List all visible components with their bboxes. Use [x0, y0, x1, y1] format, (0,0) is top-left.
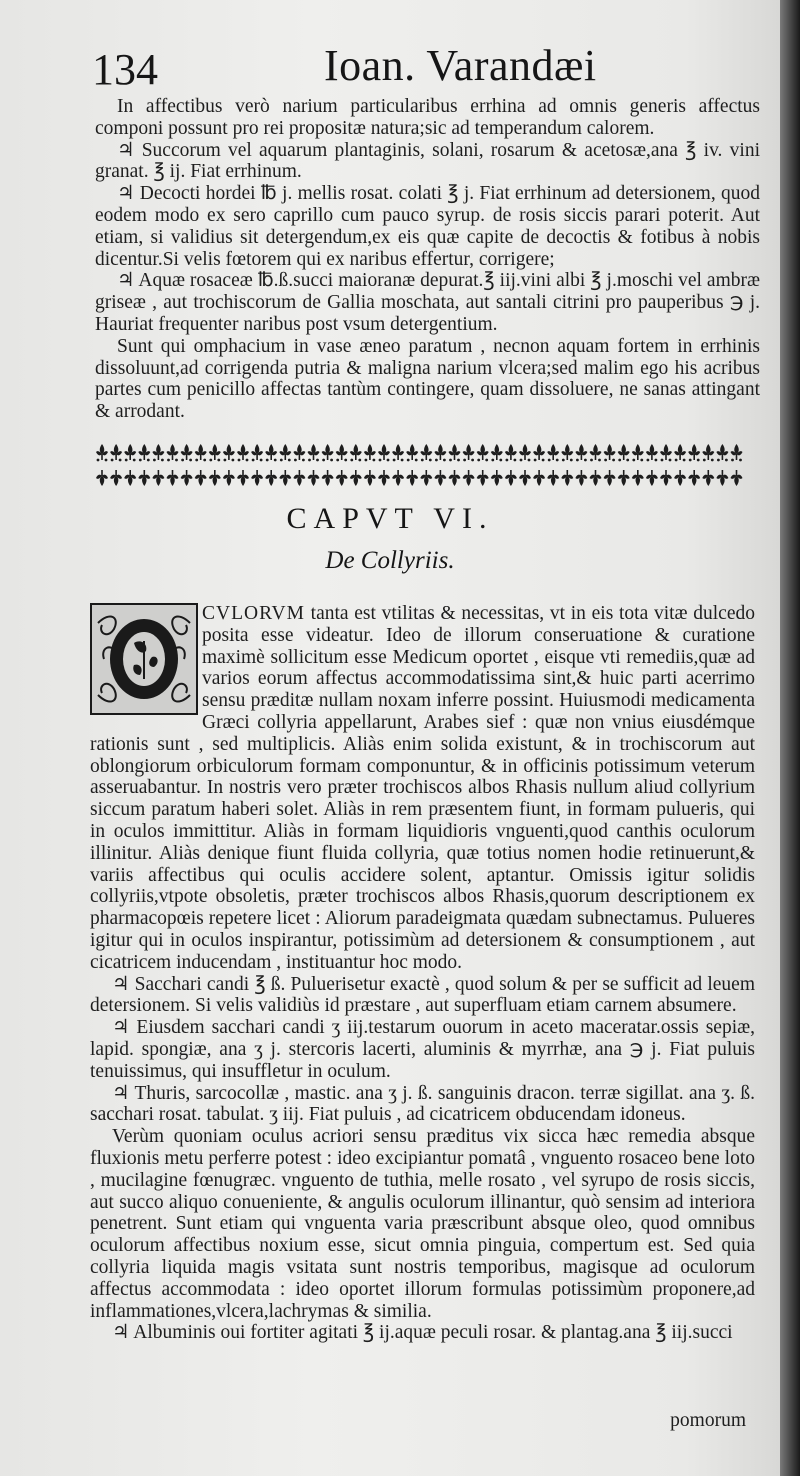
fleuron-glyph	[167, 470, 179, 486]
fleuron-glyph	[420, 444, 432, 461]
fleuron-glyph	[505, 444, 517, 461]
fleuron-glyph	[716, 470, 728, 486]
fleuron-glyph	[364, 444, 376, 461]
fleuron-glyph	[646, 444, 658, 461]
fleuron-glyph	[195, 444, 207, 461]
recipe-paragraph: ♃ Decocti hordei ℔ j. mellis rosat. colati ℥ j. Fiat errhinum ad detersionem, quod eodem modo ex sero caprillo cum pauco syrup. de rosis siccis parari poterit. Aut etiam, si validius sit detergendum,ex eis quæ capite de decoctis & fotibus à nobis dicentur.Si velis fœtorem qui ex naribus effertur, corrigere;	[95, 183, 760, 270]
decorated-initial-o-icon	[90, 603, 198, 715]
fleuron-border-ornament	[92, 440, 747, 490]
fleuron-glyph	[632, 470, 644, 486]
fleuron-glyph	[322, 444, 334, 461]
recipe-paragraph: ♃ Aquæ rosaceæ ℔.ß.succi maioranæ depurat.℥ iij.vini albi ℥ j.moschi vel ambræ griseæ , aut trochiscorum de Gallia moschata, aut santali citrini pro pauperibus ℈ j. Hauriat frequenter naribus post vsum detergentium.	[95, 270, 760, 335]
fleuron-glyph	[124, 470, 136, 486]
recipe-paragraph: ♃ Thuris, sarcocollæ , mastic. ana ʒ j. ß. sanguinis dracon. terræ sigillat. ana ʒ. ß. sacchari rosat. tabulat. ʒ iij. Fiat puluis , ad cicatricem obducendam idoneus.	[90, 1082, 755, 1126]
fleuron-glyph	[336, 470, 348, 486]
fleuron-glyph	[575, 444, 587, 461]
fleuron-glyph	[731, 444, 743, 461]
fleuron-glyph	[223, 444, 235, 461]
fleuron-glyph	[716, 444, 728, 461]
fleuron-glyph	[237, 444, 249, 461]
fleuron-glyph	[293, 470, 305, 486]
fleuron-glyph	[618, 444, 630, 461]
fleuron-glyph	[209, 444, 221, 461]
fleuron-glyph	[293, 444, 305, 461]
fleuron-glyph	[519, 470, 531, 486]
catchword: pomorum	[670, 1410, 746, 1431]
fleuron-glyph	[731, 470, 743, 486]
fleuron-glyph	[491, 470, 503, 486]
running-title: Ioan. Varandæi	[324, 41, 597, 90]
fleuron-glyph	[463, 470, 475, 486]
top-text-block	[95, 96, 760, 423]
fleuron-glyph	[660, 470, 672, 486]
fleuron-glyph	[604, 444, 616, 461]
fleuron-glyph	[618, 470, 630, 486]
fleuron-glyph	[674, 444, 686, 461]
fleuron-glyph	[674, 470, 686, 486]
fleuron-glyph	[392, 444, 404, 461]
fleuron-glyph	[96, 444, 108, 461]
fleuron-glyph	[308, 470, 320, 486]
fleuron-glyph	[110, 444, 122, 461]
recipe-paragraph: ♃ Albuminis oui fortiter agitati ℥ ij.aquæ peculi rosar. & plantag.ana ℥ iij.succi	[112, 1322, 733, 1344]
fleuron-glyph	[152, 470, 164, 486]
fleuron-glyph	[223, 470, 235, 486]
fleuron-glyph	[336, 444, 348, 461]
fleuron-glyph	[702, 444, 714, 461]
recipe-paragraph: ♃ Eiusdem sacchari candi ʒ iij.testarum ouorum in aceto maceratar.ossis sepiæ, lapid. spongiæ, ana ʒ j. stercoris lacerti, aluminis & myrrhæ, ana ℈ j. Fiat puluis tenuissimus, qui insuffletur in oculum.	[90, 1017, 755, 1082]
running-header	[92, 40, 752, 96]
fleuron-glyph	[181, 470, 193, 486]
recipe-paragraph: ♃ Sacchari candi ℥ ß. Puluerisetur exactè , quod solum & per se sufficit ad leuem detersionem. Si velis validiùs id præstare , aut superfluam etiam carnem absumere.	[90, 973, 755, 1017]
fleuron-glyph	[688, 444, 700, 461]
fleuron-glyph	[688, 470, 700, 486]
fleuron-glyph	[533, 470, 545, 486]
fleuron-glyph	[181, 444, 193, 461]
fleuron-glyph	[420, 470, 432, 486]
fleuron-glyph	[364, 470, 376, 486]
fleuron-glyph	[646, 470, 658, 486]
chapter-heading: CAPVT VI.	[286, 502, 494, 535]
fleuron-glyph	[350, 470, 362, 486]
paragraph: In affectibus verò narium particularibus errhina ad omnis generis affectus componi possunt pro rei propositæ natura;sic ad temperandum calorem.	[95, 96, 760, 139]
fleuron-glyph	[308, 444, 320, 461]
paragraph: Sunt qui omphacium in vase æneo paratum , necnon aquam fortem in errhinis dissoluunt,ad corrigenda putria & maligna narium vlcera;sed malim ego his acribus partes cum penicillo affectas tantùm contingere, quam dissoluere, ne sanas attingant & arrodant.	[95, 335, 760, 423]
fleuron-glyph	[251, 470, 263, 486]
bottom-text-block	[90, 974, 755, 1345]
fleuron-glyph	[237, 470, 249, 486]
book-fore-edge	[780, 0, 800, 1476]
recipe-paragraph: ♃ Succorum vel aquarum plantaginis, solani, rosarum & acetosæ,ana ℥ iv. vini granat. ℥ ij. Fiat errhinum.	[95, 139, 760, 183]
fleuron-glyph	[251, 444, 263, 461]
fleuron-glyph	[138, 470, 150, 486]
fleuron-glyph	[434, 444, 446, 461]
decorated-initial-space	[90, 603, 202, 733]
fleuron-glyph	[322, 470, 334, 486]
fleuron-glyph	[632, 444, 644, 461]
lead-capitals: CVLORVM	[202, 603, 305, 624]
fleuron-glyph	[505, 470, 517, 486]
fleuron-glyph	[110, 470, 122, 486]
fleuron-glyph	[138, 444, 150, 461]
fleuron-glyph	[195, 470, 207, 486]
fleuron-glyph	[96, 470, 108, 486]
intro-text: tanta est vtilitas & necessitas, vt in eis tota vitæ dulcedo posita esse videatur. Ideo de illorum conseruatione & curatione maximè sollicitum esse Medicum oportet , eisque vti remediis,quæ ad varios eorum affectus accommodatissima sint,& huic parti acerrimo sensu præditæ nullam noxam inferre possint. Huiusmodi medicamenta Græci collyria appellarunt, Arabes sief : quæ non vnius eiusdémque rationis sunt , sed multiplicis. Aliàs enim solida existunt, & in trochiscorum aut oblongiorum orbiculorum formam componuntur, & in officinis potissimum veterum asseruabantur. In nostris vero præter trochiscos albos Rhasis nullum aliud collyrium siccum paratum haberi solet. Aliàs in rem præsentem fiunt, in formam pulueris, qui in oculos immittitur. Aliàs in formam liquidioris vnguenti,quod canthis oculorum illinitur. Aliàs denique fiunt fluida collyria, quæ totius nomen hodie retinuerunt,& variis affectibus qui oculis accidere solent, aptantur. Omissis igitur solidis collyriis,vtpote obsoletis, præter trochiscos albos Rhasis,quorum descriptionem ex pharmacopœis repetere licet : Aliorum paradeigmata quædam subnectamus. Pulueres igitur qui in oculos inspirantur, potissimùm ad detersionem & consumptionem , aut cicatricem inducendam , instituantur hoc modo.	[90, 603, 755, 973]
fleuron-glyph	[124, 444, 136, 461]
fleuron-glyph	[406, 470, 418, 486]
fleuron-glyph	[702, 470, 714, 486]
fleuron-glyph	[604, 470, 616, 486]
fleuron-glyph	[449, 470, 461, 486]
fleuron-glyph	[378, 470, 390, 486]
fleuron-glyph	[491, 444, 503, 461]
fleuron-glyph	[406, 444, 418, 461]
fleuron-glyph	[152, 444, 164, 461]
fleuron-glyph	[392, 470, 404, 486]
main-text-block	[90, 603, 755, 1344]
fleuron-glyph	[350, 444, 362, 461]
fleuron-glyph	[547, 470, 559, 486]
fleuron-glyph	[590, 444, 602, 461]
fleuron-glyph	[660, 444, 672, 461]
fleuron-glyph	[167, 444, 179, 461]
page-number: 134	[92, 45, 158, 94]
fleuron-glyph	[533, 444, 545, 461]
fleuron-glyph	[434, 470, 446, 486]
fleuron-glyph	[279, 444, 291, 461]
fleuron-glyph	[519, 444, 531, 461]
fleuron-glyph	[575, 470, 587, 486]
fleuron-glyph	[279, 470, 291, 486]
fleuron-glyph	[561, 444, 573, 461]
fleuron-glyph	[590, 470, 602, 486]
fleuron-glyph	[477, 470, 489, 486]
fleuron-glyph	[477, 444, 489, 461]
fleuron-glyph	[547, 444, 559, 461]
fleuron-glyph	[265, 444, 277, 461]
fleuron-glyph	[463, 444, 475, 461]
fleuron-glyph	[209, 470, 221, 486]
fleuron-glyph	[265, 470, 277, 486]
paragraph: Verùm quoniam oculus acriori sensu præditus vix sicca hæc remedia absque fluxionis metu perferre potest : ideo excipiantur pomatâ , vnguento rosaceo bene loto , mucilagine fœnugræc. vnguento de tuthia, melle rosato , vel syrupo de rosis siccis, aut succo aliquo conueniente, & angulis oculorum illinantur, quò sensim ad interiora penetrent. Sunt etiam qui vnguenta varia præscribunt absque oleo, quod omnibus oculorum affectibus noxium esse, sicut omnia pinguia, compertum est. Sed quia collyria liquida magis vsitata sunt nostris temporibus, magisque ad oculorum affectus accommodata : ideo oportet illorum formulas potissimùm proponere,ad inflammationes,vlcera,lachrymas & similia.	[90, 1126, 755, 1322]
chapter-subtitle: De Collyriis.	[325, 547, 455, 574]
fleuron-glyph	[561, 470, 573, 486]
fleuron-glyph	[449, 444, 461, 461]
fleuron-glyph	[378, 444, 390, 461]
